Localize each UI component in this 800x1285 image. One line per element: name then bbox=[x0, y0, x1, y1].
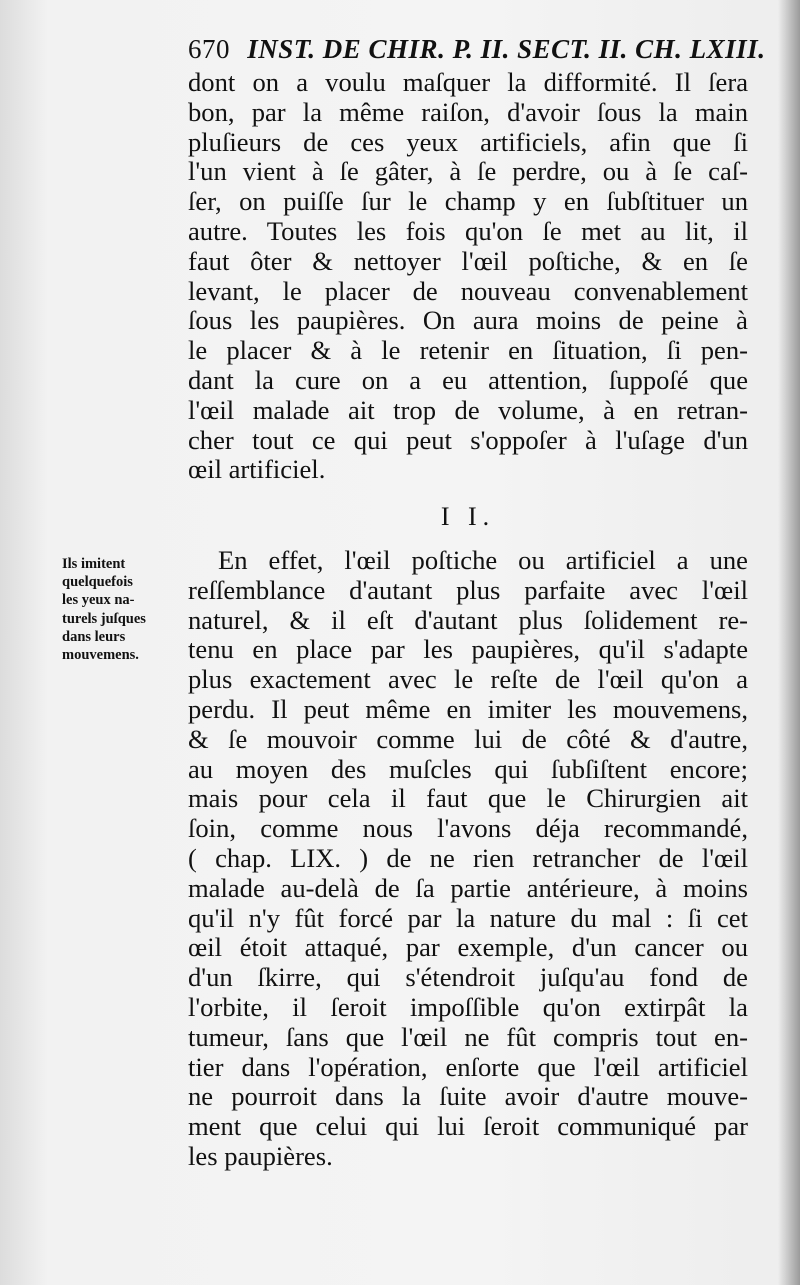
text-line: ( chap. LIX. ) de ne rien retrancher de l'œil bbox=[188, 842, 748, 873]
margin-note-line: les yeux na- bbox=[62, 592, 135, 609]
text-line: œil artificiel. bbox=[188, 454, 326, 485]
text-line: plus exactement avec le reſte de l'œil qu'on a bbox=[188, 664, 748, 695]
running-header bbox=[188, 34, 766, 65]
text-line: autre. Toutes les fois qu'on ſe met au lit, il bbox=[188, 215, 748, 246]
margin-note-line: dans leurs bbox=[62, 628, 126, 645]
text-line: levant, le placer de nouveau convenablement bbox=[188, 275, 748, 306]
text-line: malade au-delà de ſa partie antérieure, à moins bbox=[188, 872, 748, 903]
text-line: ſous les paupières. On aura moins de peine à bbox=[188, 305, 748, 336]
text-line: reſſemblance d'autant plus parfaite avec l'œil bbox=[188, 574, 748, 605]
text-line: tier dans l'opération, enſorte que l'œil artificiel bbox=[188, 1051, 748, 1082]
text-line: tenu en place par les paupières, qu'il s'adapte bbox=[188, 634, 748, 665]
text-line: le placer & à le retenir en ſituation, ſi pen- bbox=[188, 335, 748, 366]
running-title: INST. DE CHIR. P. II. SECT. II. CH. LXIII. bbox=[247, 34, 766, 64]
margin-note-line: quelquefois bbox=[62, 574, 133, 591]
text-line: faut ôter & nettoyer l'œil poſtiche, & en ſe bbox=[188, 245, 748, 276]
text-line: bon, par la même raiſon, d'avoir ſous la main bbox=[188, 96, 748, 127]
text-line: dant la cure on a eu attention, ſuppoſé que bbox=[188, 364, 748, 395]
text-line: l'œil malade ait trop de volume, à en retran- bbox=[188, 394, 748, 425]
text-line: œil étoit attaqué, par exemple, d'un cancer ou bbox=[188, 932, 748, 963]
text-line: ſoin, comme nous l'avons déja recommandé, bbox=[188, 813, 748, 844]
page-number: 670 bbox=[188, 34, 230, 64]
text-line: pluſieurs de ces yeux artificiels, afin que ſi bbox=[188, 126, 748, 157]
text-line: l'orbite, il ſeroit impoſſible qu'on extirpât la bbox=[188, 991, 748, 1022]
text-line: mais pour cela il faut que le Chirurgien ait bbox=[188, 783, 748, 814]
text-line: les paupières. bbox=[188, 1140, 333, 1171]
text-line: perdu. Il peut même en imiter les mouvemens, bbox=[188, 693, 748, 724]
text-line: cher tout ce qui peut s'oppoſer à l'uſage d'un bbox=[188, 424, 748, 455]
text-line: d'un ſkirre, qui s'étendroit juſqu'au fond de bbox=[188, 962, 748, 993]
text-line: au moyen des muſcles qui ſubſiſtent encore; bbox=[188, 753, 748, 784]
margin-note-line: mouvemens. bbox=[62, 647, 139, 664]
text-line: qu'il n'y fût forcé par la nature du mal : ſi cet bbox=[188, 902, 748, 933]
text-line: dont on a voulu maſquer la difformité. Il ſera bbox=[188, 67, 748, 97]
paragraph-1 bbox=[188, 68, 748, 485]
paragraph-2 bbox=[188, 545, 748, 1171]
margin-note bbox=[62, 555, 188, 664]
margin-note-line: turels juſques bbox=[62, 610, 146, 627]
text-line: l'un vient à ſe gâter, à ſe perdre, ou à ſe caſ- bbox=[188, 156, 748, 187]
text-line: ment que celui qui lui ſeroit communiqué par bbox=[188, 1111, 748, 1142]
text-line: & ſe mouvoir comme lui de côté & d'autre, bbox=[188, 723, 748, 754]
section-number: I I. bbox=[440, 502, 496, 531]
text-line: ne pourroit dans la ſuite avoir d'autre mouve- bbox=[188, 1081, 748, 1112]
text-line: En effet, l'œil poſtiche ou artificiel a une bbox=[218, 545, 748, 575]
margin-note-line: Ils imitent bbox=[62, 556, 126, 572]
page-edge-shadow bbox=[778, 0, 800, 1285]
text-line: tumeur, ſans que l'œil ne fût compris tout en- bbox=[188, 1021, 748, 1052]
text-line: ſer, on puiſſe ſur le champ y en ſubſtituer un bbox=[188, 186, 748, 217]
text-line: naturel, & il eſt d'autant plus ſolidement re- bbox=[188, 604, 748, 635]
